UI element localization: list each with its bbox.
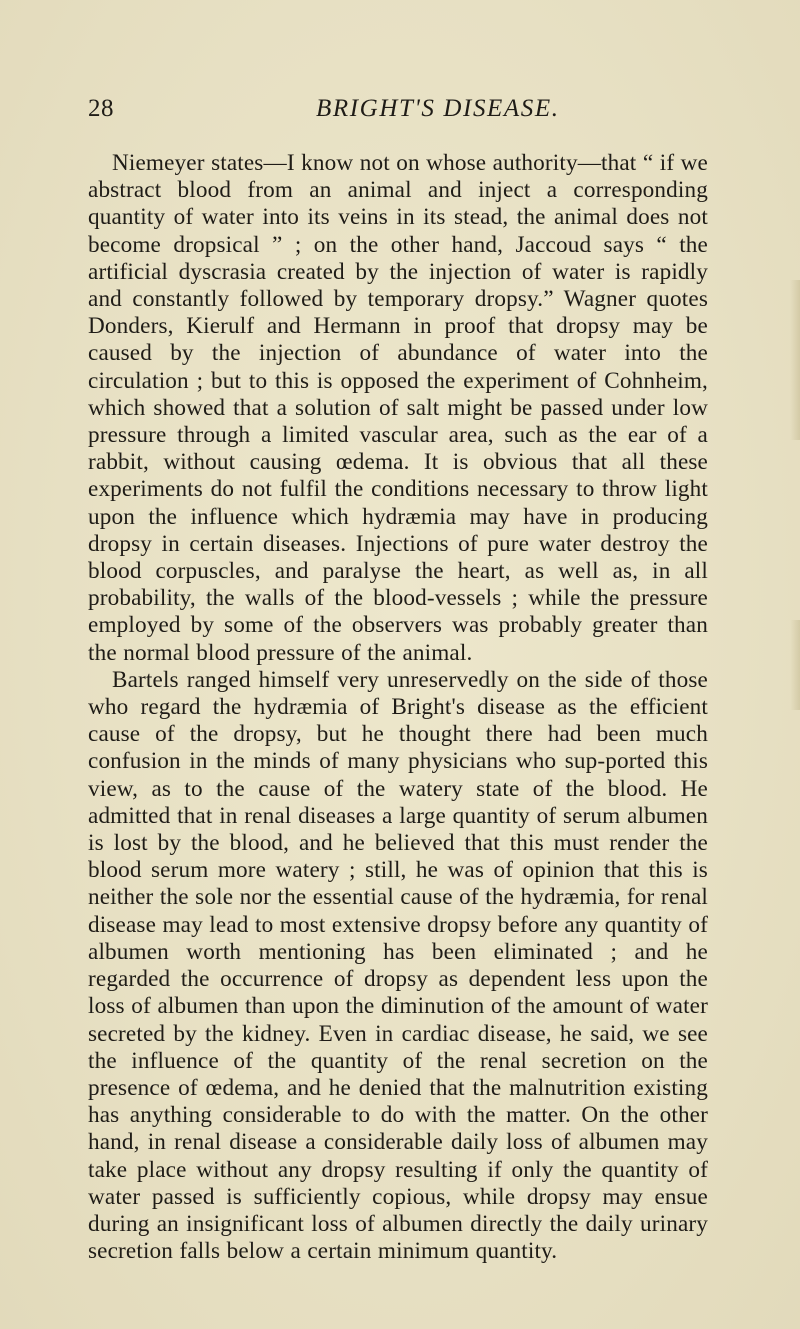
page-edge-stain <box>790 620 800 710</box>
page-edge-stain <box>790 280 800 440</box>
body-text <box>88 150 708 1265</box>
paragraph: Bartels ranged himself very unreservedly on the side of those who regard the hydræmia of Bright's disease as the efficient cause of the dropsy, but he thought there had been much confusion in the minds of many physicians who sup-ported this view, as to the cause of the watery state of the blood. He admitted that in renal diseases a large quantity of serum albumen is lost by the blood, and he believed that this must render the blood serum more watery ; still, he was of opinion that this is neither the sole nor the essential cause of the hydræmia, for renal disease may lead to most extensive dropsy before any quantity of albumen worth mentioning has been eliminated ; and he regarded the occurrence of dropsy as dependent less upon the loss of albumen than upon the diminution of the amount of water secreted by the kidney. Even in cardiac disease, he said, we see the influence of the quantity of the renal secretion on the presence of œdema, and he denied that the malnutrition existing has anything considerable to do with the matter. On the other hand, in renal disease a considerable daily loss of albumen may take place without any dropsy resulting if only the quantity of water passed is sufficiently copious, while dropsy may ensue during an insignificant loss of albumen directly the daily urinary secretion falls below a certain minimum quantity. <box>88 666 708 1265</box>
paragraph: Niemeyer states—I know not on whose authority—that “ if we abstract blood from an animal and inject a corresponding quantity of water into its veins in its stead, the animal does not become dropsical ” ; on the other hand, Jaccoud says “ the artificial dyscrasia created by the injection of water is rapidly and constantly followed by temporary dropsy.” Wagner quotes Donders, Kierulf and Hermann in proof that dropsy may be caused by the injection of abundance of water into the circulation ; but to this is opposed the experiment of Cohnheim, which showed that a solution of salt might be passed under low pressure through a limited vascular area, such as the ear of a rabbit, without causing œdema. It is obvious that all these experiments do not fulfil the conditions necessary to throw light upon the influence which hydræmia may have in producing dropsy in certain diseases. Injections of pure water destroy the blood corpuscles, and paralyse the heart, as well as, in all probability, the walls of the blood-vessels ; while the pressure employed by some of the observers was probably greater than the normal blood pressure of the animal. <box>88 150 708 666</box>
page-header <box>88 94 708 124</box>
page-number: 28 <box>88 95 114 122</box>
running-title: BRIGHT'S DISEASE. <box>316 95 560 122</box>
